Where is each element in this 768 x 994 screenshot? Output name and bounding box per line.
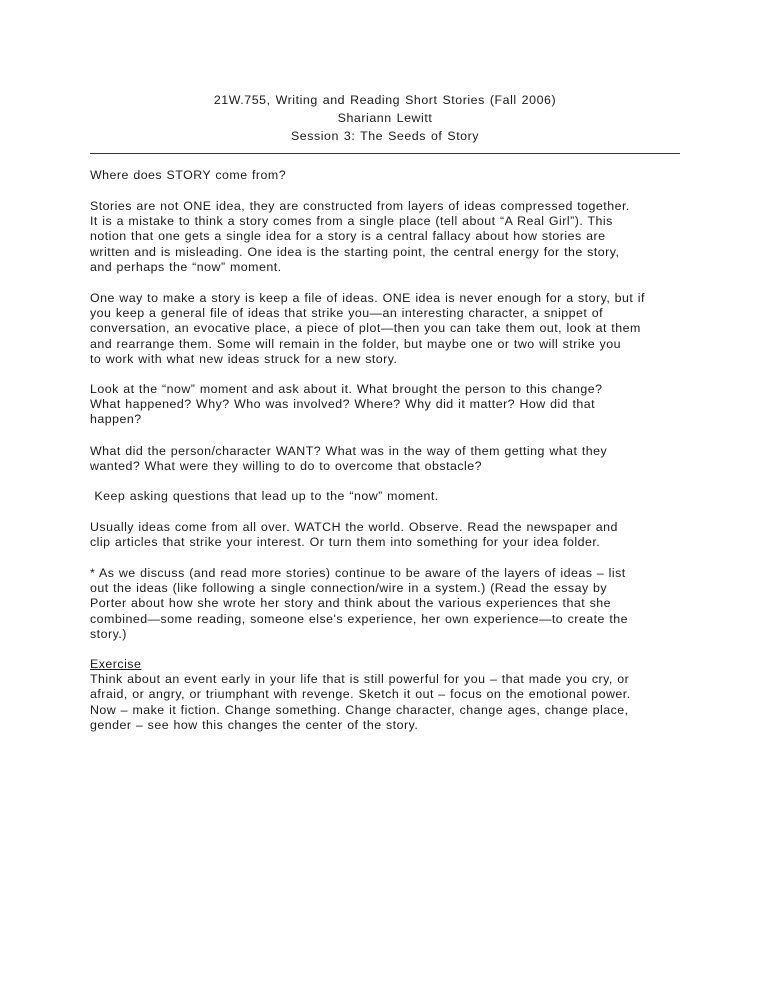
paragraph-layers-note (90, 566, 680, 642)
text-line: combined—some reading, someone else's experience, her own experience—to create the (90, 611, 628, 626)
text-line: happen? (90, 412, 142, 427)
text-line: afraid, or angry, or triumphant with revenge. Sketch it out – focus on the emotional power. (90, 687, 631, 702)
instructor-name: Shariann Lewitt (337, 111, 433, 125)
session-title: Session 3: The Seeds of Story (290, 129, 480, 143)
text-line: story.) (90, 626, 127, 641)
text-line: gender – see how this changes the center of the story. (90, 717, 419, 732)
text-line: conversation, an evocative place, a piece of plot—then you can take them out, look at them (90, 321, 641, 336)
text-line: written and is misleading. One idea is the starting point, the central energy for the story, (90, 244, 620, 259)
paragraph-ideas-sources (90, 520, 680, 550)
exercise-section (90, 657, 680, 733)
text-line: you keep a general file of ideas that strike you—an interesting character, a snippet of (90, 306, 603, 321)
text-line: and perhaps the “now” moment. (90, 259, 282, 274)
text-line: * As we discuss (and read more stories) continue to be aware of the layers of ideas – list (90, 566, 626, 580)
paragraph-keep-asking (90, 489, 680, 504)
paragraph-question (90, 168, 680, 183)
text-line: out the ideas (like following a single connection/wire in a system.) (Read the essay by (90, 581, 608, 596)
document-header (90, 91, 680, 145)
text-line: to work with what new ideas struck for a new story. (90, 351, 398, 366)
text-line: Where does STORY come from? (90, 168, 287, 182)
exercise-heading: Exercise (90, 657, 142, 671)
text-line: It is a mistake to think a story comes from a single place (tell about “A Real Girl”). This (90, 214, 613, 229)
text-line: One way to make a story is keep a file of ideas. ONE idea is never enough for a story, but if (90, 291, 645, 305)
text-line: Stories are not ONE idea, they are constructed from layers of ideas compressed together. (90, 199, 630, 213)
paragraph-layers (90, 199, 680, 275)
paragraph-now-moment (90, 382, 680, 428)
paragraph-idea-file (90, 291, 680, 367)
text-line: notion that one gets a single idea for a story is a central fallacy about how stories are (90, 229, 606, 244)
text-line: What happened? Why? Who was involved? Where? Why did it matter? How did that (90, 397, 596, 412)
text-line: Look at the “now” moment and ask about it. What brought the person to this change? (90, 382, 603, 396)
text-line: What did the person/character WANT? What was in the way of them getting what they (90, 444, 608, 458)
text-line: Think about an event early in your life that is still powerful for you – that made you cry, or (90, 672, 630, 687)
text-line: Usually ideas come from all over. WATCH the world. Observe. Read the newspaper and (90, 520, 618, 534)
header-divider (90, 153, 680, 154)
text-line: Keep asking questions that lead up to the “now” moment. (90, 489, 439, 503)
paragraph-want (90, 444, 680, 474)
text-line: clip articles that strike your interest. Or turn them into something for your idea folder. (90, 535, 601, 550)
text-line: Now – make it fiction. Change something. Change character, change ages, change place, (90, 702, 629, 717)
course-title: 21W.755, Writing and Reading Short Stories (Fall 2006) (213, 93, 557, 107)
text-line: and rearrange them. Some will remain in the folder, but maybe one or two will strike you (90, 336, 621, 351)
text-line: Porter about how she wrote her story and think about the various experiences that she (90, 596, 611, 611)
text-line: wanted? What were they willing to do to overcome that obstacle? (90, 459, 483, 474)
